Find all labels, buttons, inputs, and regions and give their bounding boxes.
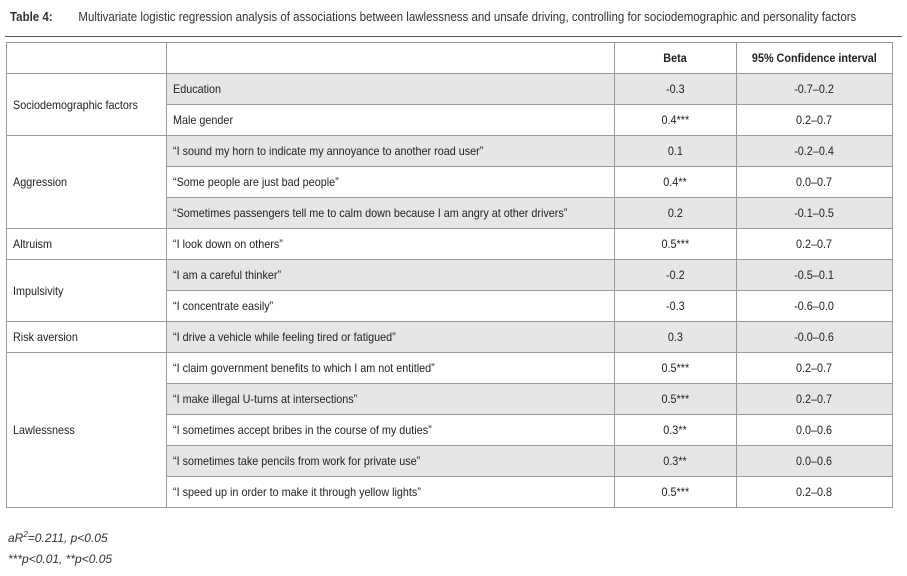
beta-cell: -0.3 [615,74,737,105]
beta-cell: 0.4*** [615,105,737,136]
beta-cell: -0.3 [615,291,737,322]
beta-cell: 0.5*** [615,477,737,508]
item-cell: “Sometimes passengers tell me to calm down because I am angry at other drivers” [167,198,615,229]
beta-cell: 0.5*** [615,353,737,384]
ci-cell: 0.0–0.6 [737,446,893,477]
item-cell: “I look down on others” [167,229,615,260]
item-cell: “Some people are just bad people” [167,167,615,198]
ci-cell: 0.0–0.7 [737,167,893,198]
item-cell: “I sometimes take pencils from work for private use” [167,446,615,477]
item-cell: “I sound my horn to indicate my annoyance to another road user” [167,136,615,167]
table-caption [10,10,857,24]
ci-cell: -0.2–0.4 [737,136,893,167]
category-cell: Sociodemographic factors [7,74,167,136]
ci-cell: -0.0–0.6 [737,322,893,353]
ci-cell: 0.2–0.7 [737,353,893,384]
item-cell: Education [167,74,615,105]
beta-cell: 0.5*** [615,229,737,260]
table-notes [8,524,112,570]
table-row [7,74,893,105]
beta-cell: 0.3 [615,322,737,353]
ci-cell: -0.6–0.0 [737,291,893,322]
item-cell: “I concentrate easily” [167,291,615,322]
header-row [7,43,893,74]
top-rule [5,36,902,37]
beta-cell: -0.2 [615,260,737,291]
beta-cell: 0.3** [615,446,737,477]
item-cell: “I sometimes accept bribes in the course of my duties” [167,415,615,446]
table-row [7,136,893,167]
ci-cell: -0.1–0.5 [737,198,893,229]
beta-cell: 0.2 [615,198,737,229]
beta-cell: 0.5*** [615,384,737,415]
item-cell: Male gender [167,105,615,136]
category-cell: Impulsivity [7,260,167,322]
table-row [7,322,893,353]
category-cell: Risk aversion [7,322,167,353]
ci-cell: 0.2–0.7 [737,229,893,260]
beta-cell: 0.4** [615,167,737,198]
header-item [167,43,615,74]
table-label: Table 4: [10,10,53,24]
item-cell: “I make illegal U-turns at intersections” [167,384,615,415]
table-row [7,260,893,291]
category-cell: Aggression [7,136,167,229]
ci-cell: 0.2–0.7 [737,105,893,136]
table-row [7,229,893,260]
item-cell: “I am a careful thinker” [167,260,615,291]
item-cell: “I claim government benefits to which I am not entitled” [167,353,615,384]
header-ci: 95% Confidence interval [737,43,893,74]
table-body [7,74,893,508]
category-cell: Altruism [7,229,167,260]
ci-cell: -0.5–0.1 [737,260,893,291]
ci-cell: 0.0–0.6 [737,415,893,446]
header-category [7,43,167,74]
ci-cell: 0.2–0.7 [737,384,893,415]
item-cell: “I drive a vehicle while feeling tired or fatigued” [167,322,615,353]
table-row [7,353,893,384]
table-title: Multivariate logistic regression analysis of associations between lawlessness and unsafe driving, controlling for sociodemographic and personality factors [78,10,857,24]
category-cell: Lawlessness [7,353,167,508]
beta-cell: 0.1 [615,136,737,167]
ci-cell: -0.7–0.2 [737,74,893,105]
regression-table [6,42,893,508]
note-significance: ***p<0.01, **p<0.05 [8,552,113,566]
ci-cell: 0.2–0.8 [737,477,893,508]
note-r-squared: $aR^2=0.211$, p<0.05 [8,530,108,545]
header-beta: Beta [615,43,737,74]
beta-cell: 0.3** [615,415,737,446]
item-cell: “I speed up in order to make it through yellow lights” [167,477,615,508]
